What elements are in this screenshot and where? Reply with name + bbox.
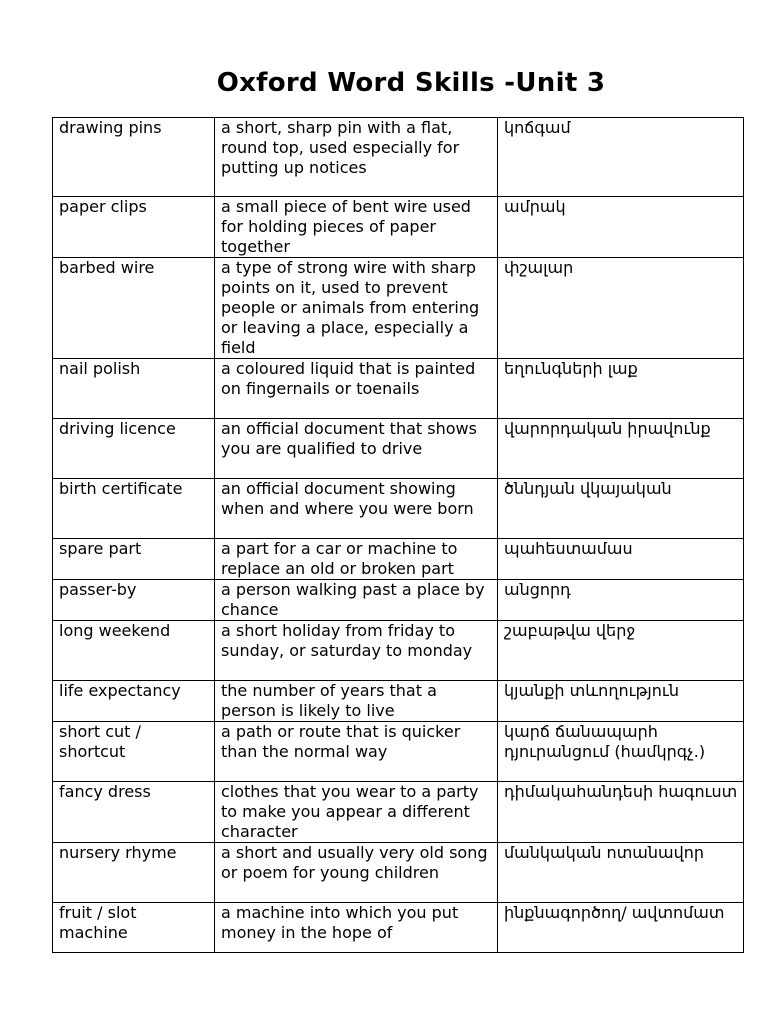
definition-cell: an official document that shows you are qualified to drive bbox=[215, 419, 498, 479]
table-row bbox=[53, 197, 744, 258]
term-cell: driving licence bbox=[53, 419, 215, 479]
definition-cell: a small piece of bent wire used for holding pieces of paper together bbox=[215, 197, 498, 258]
translation-cell: վարորդական իրավունք bbox=[498, 419, 744, 479]
term-cell: spare part bbox=[53, 539, 215, 580]
table-row bbox=[53, 681, 744, 722]
page-title: Oxford Word Skills -Unit 3 bbox=[216, 68, 606, 98]
translation-cell: անցորդ bbox=[498, 580, 744, 621]
translation-cell: ամրակ bbox=[498, 197, 744, 258]
table-row bbox=[53, 479, 744, 539]
definition-cell: an official document showing when and where you were born bbox=[215, 479, 498, 539]
table-row bbox=[53, 258, 744, 359]
translation-cell: ինքնագործող/ ավտոմատ bbox=[498, 903, 744, 953]
table-row bbox=[53, 782, 744, 843]
translation-cell: փշալար bbox=[498, 258, 744, 359]
term-cell: short cut / shortcut bbox=[53, 722, 215, 782]
translation-cell: կոճգամ bbox=[498, 118, 744, 197]
definition-cell: a person walking past a place by chance bbox=[215, 580, 498, 621]
table-row bbox=[53, 621, 744, 681]
table-row bbox=[53, 903, 744, 953]
term-cell: nursery rhyme bbox=[53, 843, 215, 903]
term-cell: drawing pins bbox=[53, 118, 215, 197]
term-cell: life expectancy bbox=[53, 681, 215, 722]
translation-cell: ծննդյան վկայական bbox=[498, 479, 744, 539]
term-cell: passer-by bbox=[53, 580, 215, 621]
table-row bbox=[53, 118, 744, 197]
term-cell: fancy dress bbox=[53, 782, 215, 843]
definition-cell: a short and usually very old song or poem for young children bbox=[215, 843, 498, 903]
definition-cell: the number of years that a person is likely to live bbox=[215, 681, 498, 722]
definition-cell: a path or route that is quicker than the normal way bbox=[215, 722, 498, 782]
definition-cell: a part for a car or machine to replace an old or broken part bbox=[215, 539, 498, 580]
translation-cell: մանկական ոտանավոր bbox=[498, 843, 744, 903]
translation-cell: դիմակահանդեսի հագուստ bbox=[498, 782, 744, 843]
term-cell: fruit / slot machine bbox=[53, 903, 215, 953]
vocabulary-table-body bbox=[53, 118, 744, 953]
definition-cell: a type of strong wire with sharp points on it, used to prevent people or animals from entering or leaving a place, especially a field bbox=[215, 258, 498, 359]
term-cell: paper clips bbox=[53, 197, 215, 258]
translation-cell: շաբաթվա վերջ bbox=[498, 621, 744, 681]
table-row bbox=[53, 722, 744, 782]
table-row bbox=[53, 359, 744, 419]
translation-cell: կարճ ճանապարհ դյուրանցում (համկրգչ.) bbox=[498, 722, 744, 782]
translation-cell: եղունգների լաք bbox=[498, 359, 744, 419]
definition-cell: a machine into which you put money in the hope of bbox=[215, 903, 498, 953]
vocabulary-table bbox=[52, 117, 744, 953]
table-row bbox=[53, 419, 744, 479]
term-cell: birth certificate bbox=[53, 479, 215, 539]
translation-cell: կյանքի տևողություն bbox=[498, 681, 744, 722]
term-cell: barbed wire bbox=[53, 258, 215, 359]
definition-cell: a coloured liquid that is painted on fingernails or toenails bbox=[215, 359, 498, 419]
table-row bbox=[53, 539, 744, 580]
term-cell: long weekend bbox=[53, 621, 215, 681]
table-row bbox=[53, 843, 744, 903]
definition-cell: a short holiday from friday to sunday, or saturday to monday bbox=[215, 621, 498, 681]
definition-cell: a short, sharp pin with a flat, round top, used especially for putting up notices bbox=[215, 118, 498, 197]
definition-cell: clothes that you wear to a party to make you appear a different character bbox=[215, 782, 498, 843]
term-cell: nail polish bbox=[53, 359, 215, 419]
table-row bbox=[53, 580, 744, 621]
translation-cell: պահեստամաս bbox=[498, 539, 744, 580]
